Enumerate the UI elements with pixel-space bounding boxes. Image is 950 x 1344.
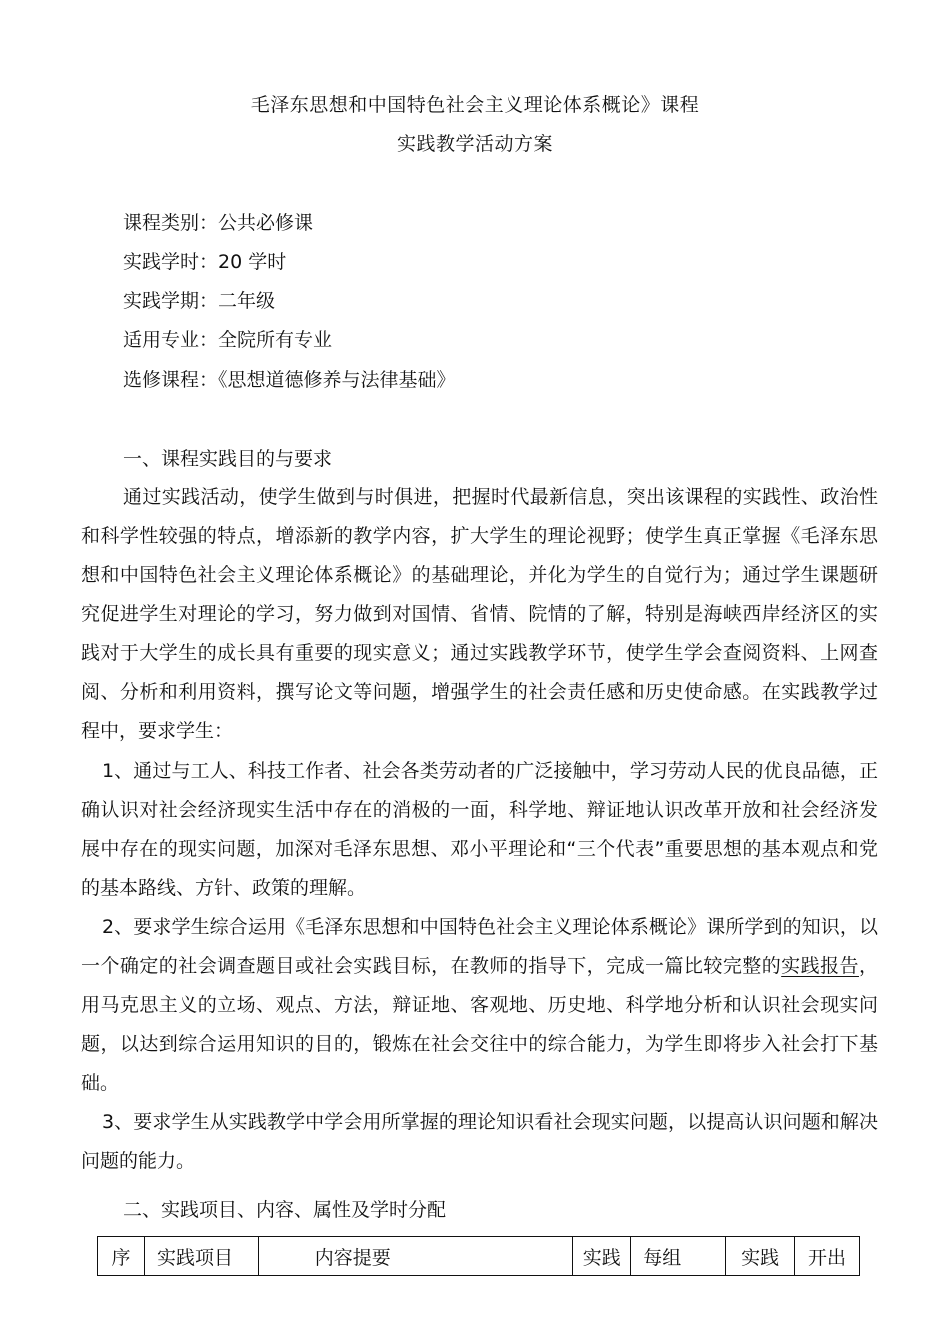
requirement-item-2 (81, 908, 878, 1103)
requirement-item-2-text-a: 2、要求学生综合运用《毛泽东思想和中国特色社会主义理论体系概论》课所学到的知识，以一个确定的社会调查题目或社会实践目标，在教师的指导下，完成一篇比较完整的 (81, 916, 878, 977)
meta-applicable-major (123, 327, 332, 353)
meta-label: 课程类别： (123, 212, 219, 234)
section1-intro-paragraph: 通过实践活动，使学生做到与时俱进，把握时代最新信息，突出该课程的实践性、政治性和科学性较强的特点，增添新的教学内容，扩大学生的理论视野；使学生真正掌握《毛泽东思想和中国特色社会主义理论体系概论》的基础理论，并化为学生的自觉行为；通过学生课题研究促进学生对理论的学习，努力做到对国情、省情、院情的了解，特别是海峡西岸经济区的实践对于大学生的成长具有重要的现实意义；通过实践教学环节，使学生学会查阅资料、上网查阅、分析和利用资料，撰写论文等问题，增强学生的社会责任感和历史使命感。在实践教学过程中，要求学生： (81, 486, 878, 742)
table-header-row (98, 1237, 860, 1276)
document-subtitle: 实践教学活动方案 (396, 133, 553, 155)
section1-heading: 一、课程实践目的与要求 (123, 448, 333, 470)
table-header-cell: 序 (98, 1237, 145, 1276)
meta-label: 适用专业： (123, 329, 219, 351)
meta-label: 实践学时： (123, 251, 219, 273)
requirement-item-3: 3、要求学生从实践教学中学会用所掌握的理论知识看社会现实问题，以提高认识问题和解决问题的能力。 (81, 1111, 878, 1172)
practice-report-link[interactable]: 实践报告 (781, 955, 859, 977)
requirement-item-1: 1、通过与工人、科技工作者、社会各类劳动者的广泛接触中，学习劳动人民的优良品德，正确认识对社会经济现实生活中存在的消极的一面，科学地、辩证地认识改革开放和社会经济发展中存在的现实问题，加深对毛泽东思想、邓小平理论和“三个代表”重要思想的基本观点和党的基本路线、方针、政策的理解。 (81, 760, 878, 899)
meta-course-category (123, 210, 313, 236)
table-header-cell: 每组 (631, 1237, 726, 1276)
meta-label: 选修课程： (123, 369, 219, 391)
table-header-cell: 实践项目 (144, 1237, 258, 1276)
table-header-cell: 实践 (726, 1237, 795, 1276)
meta-value: 全院所有专业 (218, 329, 333, 351)
meta-value: 二年级 (218, 290, 276, 312)
table-header-cell: 实践 (573, 1237, 631, 1276)
section2-heading: 二、实践项目、内容、属性及学时分配 (123, 1199, 447, 1221)
table-header-cell: 开出 (795, 1237, 860, 1276)
requirement-item-2-text-b: ，用马克思主义的立场、观点、方法，辩证地、客观地、历史地、科学地分析和认识社会现实问题，以达到综合运用知识的目的，锻炼在社会交往中的综合能力，为学生即将步入社会打下基础。 (81, 955, 878, 1094)
practice-allocation-table (97, 1236, 860, 1276)
meta-value: 《思想道德修养与法律基础》 (218, 369, 456, 391)
document-title: 毛泽东思想和中国特色社会主义理论体系概论》课程 (250, 94, 700, 116)
meta-elective-course (123, 367, 456, 393)
meta-practice-hours (123, 249, 286, 275)
meta-practice-term (123, 288, 275, 314)
meta-value: 20 学时 (218, 251, 287, 273)
meta-label: 实践学期： (123, 290, 219, 312)
meta-value: 公共必修课 (218, 212, 314, 234)
table-header-cell: 内容提要 (258, 1237, 573, 1276)
